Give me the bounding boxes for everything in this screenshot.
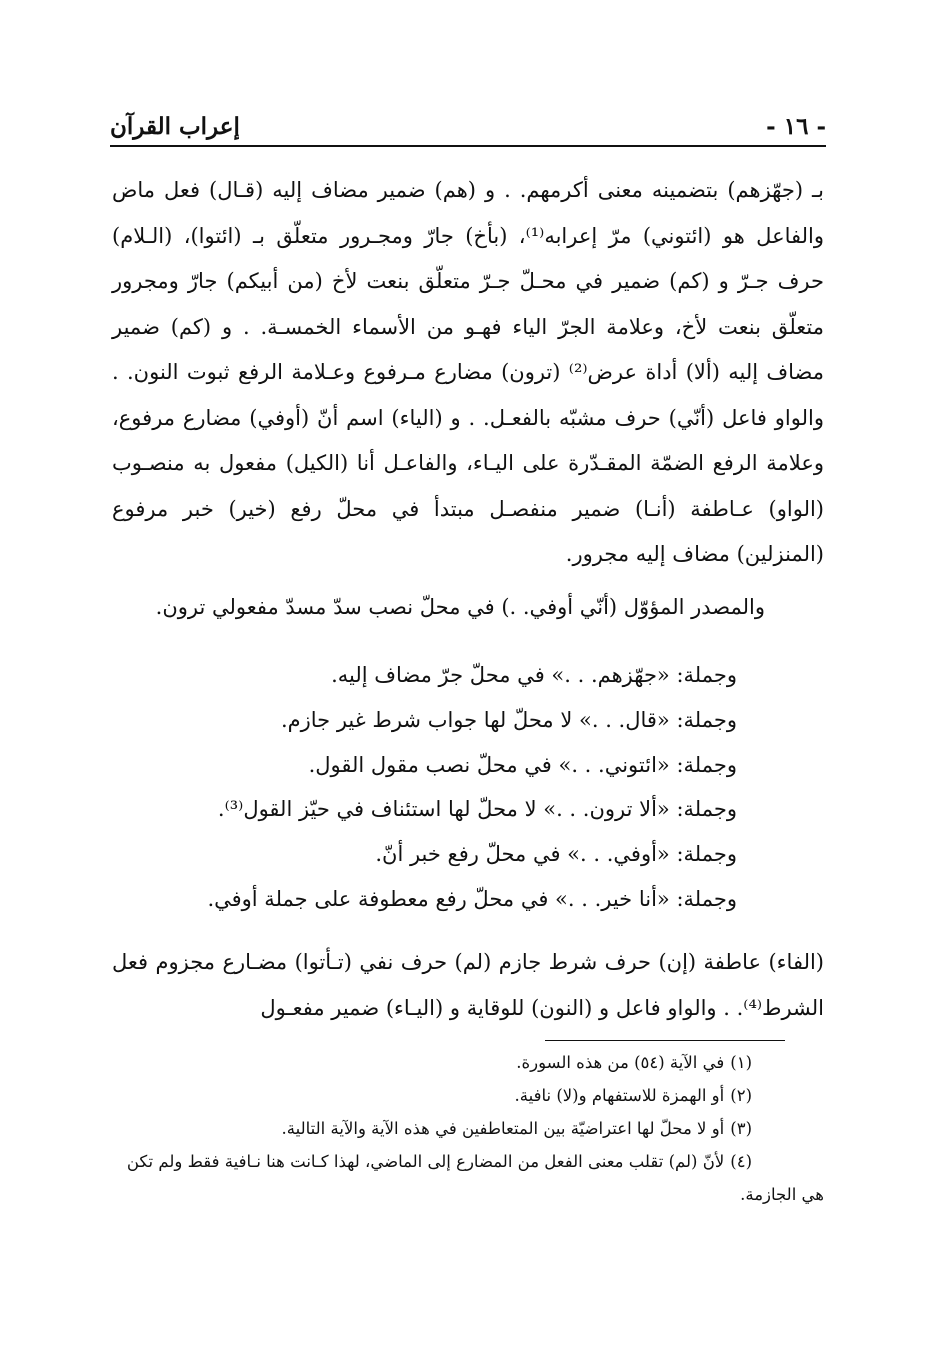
- page-number: - ١٦ -: [766, 113, 826, 140]
- paragraph-masdar: والمصدر المؤوّل (أنّي أوفي. .) في محلّ نصب سدّ مسدّ مفعولي ترون.: [155, 595, 765, 619]
- header-divider: [110, 145, 826, 147]
- running-header: [110, 92, 826, 140]
- footnote-text-continued: هي الجازمة.: [740, 1185, 824, 1204]
- sentence-list: [177, 653, 737, 922]
- sentence-item: وجملة: «أوفي. . .» في محلّ رفع خبر أنّ.: [375, 842, 737, 867]
- sentence-item: وجملة: «ائتوني. . .» في محلّ نصب مقول القول.: [308, 752, 737, 777]
- footnote-item: [112, 1145, 824, 1211]
- footnote-item: [112, 1112, 824, 1145]
- footnote-number: (١): [730, 1053, 752, 1072]
- footnote-text: في الآية (٥٤) من هذه السورة.: [516, 1053, 725, 1072]
- footnote-item: [112, 1046, 824, 1079]
- footnote-number: (٢): [730, 1086, 752, 1105]
- sentence-item: وجملة: «أنا خير. . .» في محلّ رفع معطوفة على جملة أوفي.: [207, 886, 737, 911]
- footnote-item: [112, 1079, 824, 1112]
- footnote-text: أو لا محلّ لها اعتراضيّة بين المتعاطفين في هذه الآية والآية التالية.: [281, 1119, 725, 1138]
- paragraph-parsing-2: (الفاء) عاطفة (إن) حرف شرط جازم (لم) حرف نفي (تـأتوا) مضـارع مجزوم فعل الشرط⁽⁴⁾. . والواو فاعل و (النون) للوقاية و (اليـاء) ضمير مفعـول: [112, 950, 824, 1020]
- sentence-item: وجملة: «قال. . .» لا محلّ لها جواب شرط غير جازم.: [280, 707, 737, 732]
- sentence-item: وجملة: «جهّزهم. . .» في محلّ جرّ مضاف إليه.: [331, 663, 737, 687]
- footnote-divider: [545, 1040, 785, 1041]
- footnote-number: (٣): [730, 1119, 752, 1138]
- footnote-text: لأنّ (لم) تقلب معنى الفعل من المضارع إلى الماضي، لهذا كـانت هنا نـافية فقط ولم تكن: [126, 1152, 725, 1171]
- footnote-number: (٤): [730, 1152, 752, 1171]
- footnotes: [112, 1046, 824, 1211]
- sentence-item: وجملة: «ألا ترون. . .» لا محلّ لها استئناف في حيّز القول⁽³⁾.: [217, 797, 737, 822]
- footnote-text: أو الهمزة للاستفهام و(لا) نافية.: [514, 1086, 725, 1105]
- paragraph-parsing-1: بـ (جهّزهم) بتضمينه معنى أكرمهم. . و (هم) ضمير مضاف إليه (قـال) فعل ماض والفاعل هو (ائتوني) مرّ إعرابه⁽¹⁾، (بأخ) جارّ ومجـرور متعلّق بـ (ائتوا)، (الـلام) حرف جـرّ و (كم) ضمير في محـلّ جـرّ متعلّق بنعت لأخ (من أبيكم) جارّ ومجرور متعلّق بنعت لأخ، وعلامة الجرّ الياء فهـو من الأسماء الخمسـة. . و (كم) ضمير مضاف إليه (ألا) أداة عرض⁽²⁾ (ترون) مضارع مـرفوع وعـلامة الرفع ثبوت النون. . والواو فاعل (أنّي) حرف مشبّه بالفعـل. . و (الياء) اسم أنّ (أوفي) مضارع مرفوع، وعلامة الرفع الضمّة المقـدّرة على اليـاء، والفاعـل أنا (الكيل) مفعول به منصـوب (الواو) عـاطفة (أنـا) ضمير منفصـل مبتدأ في محلّ رفع (خير) خبر مرفوع (المنزلين) مضاف إليه مجرور.: [112, 178, 825, 566]
- book-title: إعراب القرآن: [110, 113, 240, 140]
